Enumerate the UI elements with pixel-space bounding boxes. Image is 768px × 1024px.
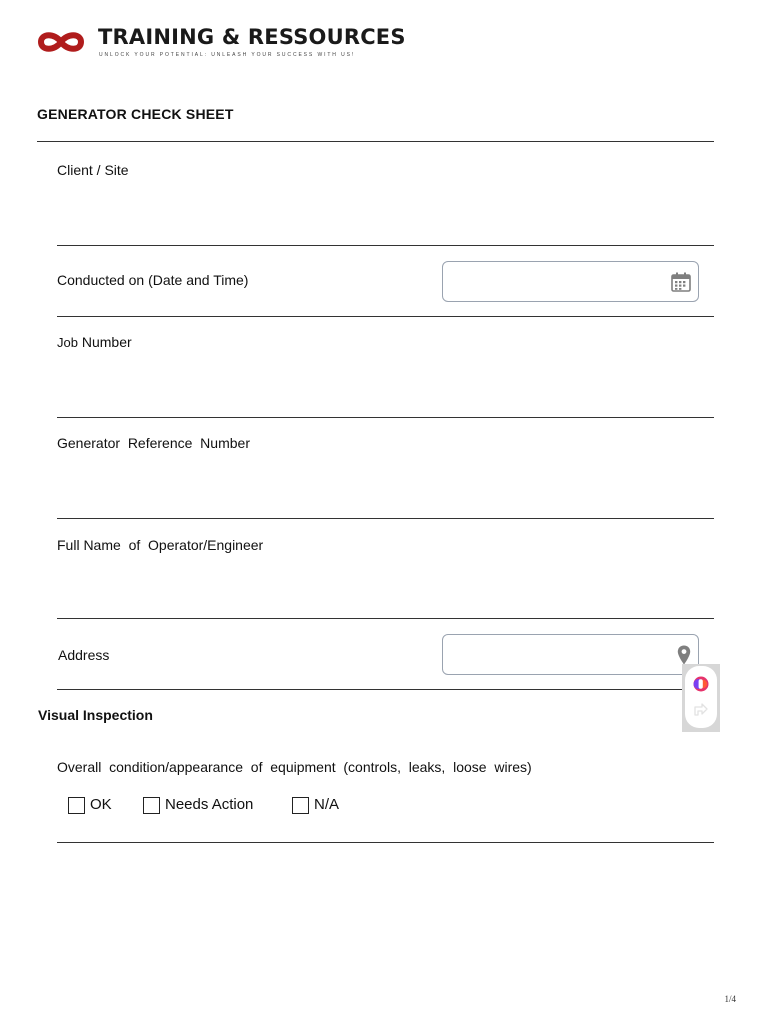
equipment-condition-question: Overall condition/appearance of equipment (controls, leaks, loose wires) bbox=[57, 759, 532, 775]
divider bbox=[57, 618, 714, 619]
conducted-on-label: Conducted on (Date and Time) bbox=[57, 272, 249, 288]
client-site-label: Client / Site bbox=[57, 162, 129, 178]
section-heading-visual-inspection: Visual Inspection bbox=[38, 707, 153, 723]
address-label: Address bbox=[58, 647, 110, 663]
checkbox-ok[interactable] bbox=[68, 797, 85, 814]
checkbox-needs-action[interactable] bbox=[143, 797, 160, 814]
page-title: GENERATOR CHECK SHEET bbox=[37, 106, 234, 122]
share-icon[interactable] bbox=[692, 700, 710, 718]
date-time-field[interactable] bbox=[442, 261, 699, 302]
checkbox-na[interactable] bbox=[292, 797, 309, 814]
page-number: 1/4 bbox=[724, 994, 736, 1004]
checkbox-label-ok: OK bbox=[90, 796, 112, 813]
job-number-label-suffix: Number bbox=[81, 334, 132, 350]
divider bbox=[57, 842, 714, 843]
calendar-icon[interactable] bbox=[671, 272, 691, 292]
operator-name-label: Full Name of Operator/Engineer bbox=[57, 537, 264, 553]
job-number-label-prefix: Job bbox=[57, 335, 78, 350]
checkbox-label-na: N/A bbox=[314, 796, 340, 813]
divider bbox=[57, 417, 714, 418]
divider bbox=[57, 245, 714, 246]
floating-widget[interactable] bbox=[682, 664, 720, 732]
infinity-icon bbox=[36, 28, 86, 56]
brand-tagline: UNLOCK YOUR POTENTIAL: UNLEASH YOUR SUCCESS WITH US! bbox=[99, 52, 356, 58]
divider bbox=[57, 689, 714, 690]
divider bbox=[37, 141, 714, 142]
app-logo-icon[interactable] bbox=[692, 675, 710, 693]
brand-name: TRAINING & RESSOURCES bbox=[98, 25, 406, 49]
checkbox-label-needs-action: Needs Action bbox=[165, 796, 254, 813]
floating-widget-panel bbox=[685, 666, 717, 728]
divider bbox=[57, 316, 714, 317]
generator-reference-label: Generator Reference Number bbox=[57, 435, 250, 451]
job-number-label bbox=[57, 334, 132, 350]
address-field[interactable] bbox=[442, 634, 699, 675]
map-pin-icon[interactable] bbox=[677, 645, 691, 665]
divider bbox=[57, 518, 714, 519]
